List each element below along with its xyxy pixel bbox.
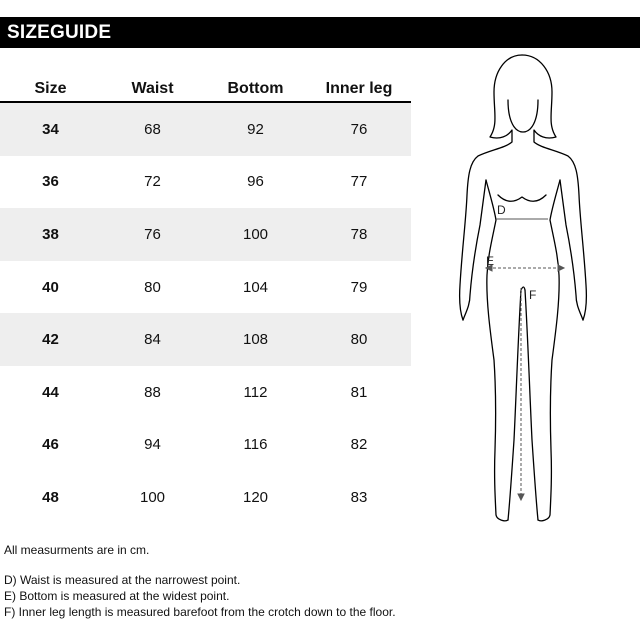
table-header-row <box>0 76 411 102</box>
table-row <box>0 313 411 366</box>
table-row <box>0 208 411 261</box>
units-note: All measurments are in cm. <box>4 543 150 557</box>
waist-cell: 94 <box>144 436 161 454</box>
header-inner-leg: Inner leg <box>307 76 411 102</box>
head-outline-right <box>522 55 586 320</box>
bottom-cell: 116 <box>243 436 268 454</box>
bottom-cell: 92 <box>204 102 307 156</box>
bottom-arrow-right <box>558 265 564 271</box>
size-cell: 48 <box>42 488 59 506</box>
size-cell: 38 <box>0 208 101 261</box>
waist-cell: 76 <box>101 208 204 261</box>
label-d: D <box>497 203 506 217</box>
waist-cell: 84 <box>101 313 204 366</box>
right-leg-inner <box>525 290 538 520</box>
inner-leg-cell: 81 <box>350 383 368 401</box>
size-cell: 34 <box>0 102 101 156</box>
page-title: SIZEGUIDE <box>7 21 112 43</box>
inner-leg-cell: 83 <box>350 488 368 506</box>
bottom-cell: 120 <box>242 488 269 506</box>
head-outline <box>460 55 522 320</box>
header-size: Size <box>0 76 101 102</box>
bottom-cell: 112 <box>243 383 268 401</box>
table-row <box>0 366 411 419</box>
note-waist: D) Waist is measured at the narrowest point. <box>4 573 241 587</box>
body-figure-diagram <box>444 45 640 530</box>
size-cell: 40 <box>42 278 59 296</box>
crotch-line <box>521 287 525 290</box>
torso-left <box>486 180 508 521</box>
waist-cell: 68 <box>101 102 204 156</box>
table-row <box>0 261 411 314</box>
size-cell: 36 <box>42 173 59 191</box>
table-row <box>0 419 411 472</box>
header-waist: Waist <box>101 76 204 102</box>
label-f: F <box>529 288 537 302</box>
inner-leg-cell: 76 <box>307 102 411 156</box>
inner-leg-cell: 78 <box>307 208 411 261</box>
inner-leg-arrow-bottom <box>518 494 524 500</box>
left-leg-inner <box>508 290 521 520</box>
notes-section <box>4 542 396 620</box>
size-cell: 42 <box>0 313 101 366</box>
size-cell: 44 <box>42 383 59 401</box>
table-row <box>0 102 411 156</box>
table-row <box>0 471 411 524</box>
bottom-cell: 108 <box>204 313 307 366</box>
inner-leg-cell: 82 <box>350 436 368 454</box>
note-bottom: E) Bottom is measured at the widest point. <box>4 589 230 603</box>
waist-cell: 80 <box>144 278 161 296</box>
size-cell: 46 <box>42 436 59 454</box>
chest-line <box>498 195 546 201</box>
inner-leg-cell: 80 <box>307 313 411 366</box>
table-row <box>0 156 411 209</box>
torso-right <box>538 180 560 521</box>
size-table <box>0 76 411 524</box>
face-outline <box>508 100 538 132</box>
header-bottom: Bottom <box>204 76 307 102</box>
inner-leg-cell: 79 <box>350 278 368 296</box>
label-e: E <box>486 254 495 268</box>
bottom-cell: 100 <box>204 208 307 261</box>
note-inner-leg: F) Inner leg length is measured barefoot from the crotch down to the floor. <box>4 605 396 619</box>
waist-cell: 88 <box>144 383 161 401</box>
bottom-cell: 104 <box>242 278 269 296</box>
waist-cell: 72 <box>144 173 161 191</box>
bottom-cell: 96 <box>247 173 264 191</box>
waist-cell: 100 <box>139 488 166 506</box>
inner-leg-cell: 77 <box>350 173 368 191</box>
header-bar <box>0 17 640 48</box>
